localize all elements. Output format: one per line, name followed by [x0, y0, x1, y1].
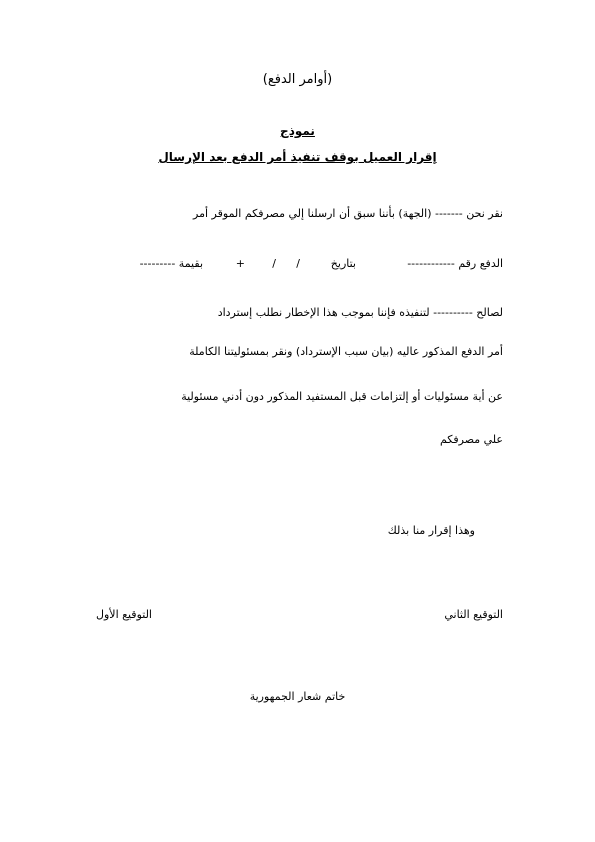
second-signature-label: التوقيع الثاني: [444, 608, 503, 621]
date-separator: /: [296, 257, 300, 270]
payment-order-number-text: الدفع رقم ------------: [407, 257, 503, 270]
document-header: (أوامر الدفع): [262, 72, 333, 87]
republic-seal-label: خاتم شعار الجمهورية: [249, 690, 346, 703]
document-subtitle: إقرار العميل بوقف تنفيذ أمر الدفع بعد الإرسال: [158, 150, 437, 164]
body-line-4: أمر الدفع المذكور عاليه (بيان سبب الإسترداد) ونقر بمسئوليتنا الكاملة: [189, 345, 503, 358]
amount-text: بقيمة ---------: [139, 257, 203, 270]
date-plus: +: [235, 257, 245, 270]
date-separator: /: [272, 257, 276, 270]
body-line-5: عن أية مسئوليات أو إلتزامات قبل المستفيد المذكور دون أدني مسئولية: [181, 390, 503, 403]
body-line-3: لصالح ---------- لتنفيذه فإننا بموجب هذا الإخطار نطلب إسترداد: [217, 306, 503, 319]
body-line-1: نقر نحن ------- (الجهة) بأننا سبق أن ارسلنا إلي مصرفكم الموقر أمر: [193, 207, 503, 220]
first-signature-label: التوقيع الأول: [96, 608, 152, 621]
body-line-6: علي مصرفكم: [439, 433, 503, 446]
date-label: بتاريخ: [330, 257, 356, 270]
document-title: نموذج: [280, 124, 315, 138]
closing-statement: وهذا إقرار منا بذلك: [387, 524, 475, 537]
